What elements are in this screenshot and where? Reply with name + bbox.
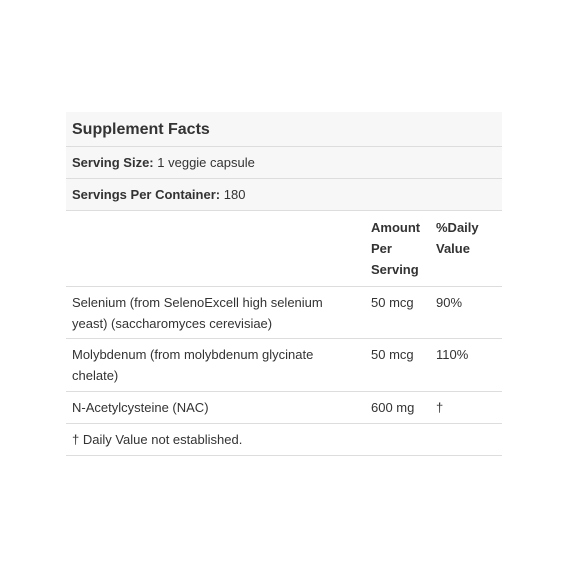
column-header-row: [66, 211, 502, 287]
header-dv-line1: %Daily: [436, 220, 479, 235]
footnote-row: [66, 424, 502, 456]
servings-per-container-label: Servings Per Container:: [72, 187, 221, 202]
facts-title: Supplement Facts: [72, 120, 210, 138]
servings-per-container-value: 180: [223, 187, 246, 202]
ingredient-name: Molybdenum (from molybdenum glycinate chelate): [72, 347, 314, 383]
serving-size-label: Serving Size:: [72, 155, 154, 170]
ingredient-amount: 600 mg: [371, 400, 415, 415]
servings-per-container-row: [66, 179, 502, 211]
ingredient-daily-value: 90%: [436, 295, 463, 310]
ingredient-amount: 50 mcg: [371, 295, 414, 310]
serving-size-row: [66, 147, 502, 179]
header-amount-line2: Per: [371, 241, 392, 256]
supplement-facts-table: [66, 112, 502, 456]
table-row: [66, 287, 502, 339]
header-dv-line2: Value: [436, 241, 470, 256]
ingredient-amount: 50 mcg: [371, 347, 414, 362]
facts-title-row: [66, 112, 502, 147]
header-daily-value: [436, 211, 502, 259]
serving-size-value: 1 veggie capsule: [157, 155, 255, 170]
ingredient-name: Selenium (from SelenoExcell high selenium yeast) (saccharomyces cerevisiae): [72, 295, 323, 331]
table-row: [66, 339, 502, 392]
header-amount-line1: Amount: [371, 220, 421, 235]
table-row: [66, 392, 502, 424]
footnote: † Daily Value not established.: [72, 432, 243, 447]
ingredient-daily-value: 110%: [436, 347, 469, 362]
header-name: [66, 211, 371, 217]
header-amount: [371, 211, 436, 280]
ingredient-daily-value: †: [436, 400, 444, 415]
header-amount-line3: Serving: [371, 262, 419, 277]
ingredient-name: N-Acetylcysteine (NAC): [72, 400, 209, 415]
